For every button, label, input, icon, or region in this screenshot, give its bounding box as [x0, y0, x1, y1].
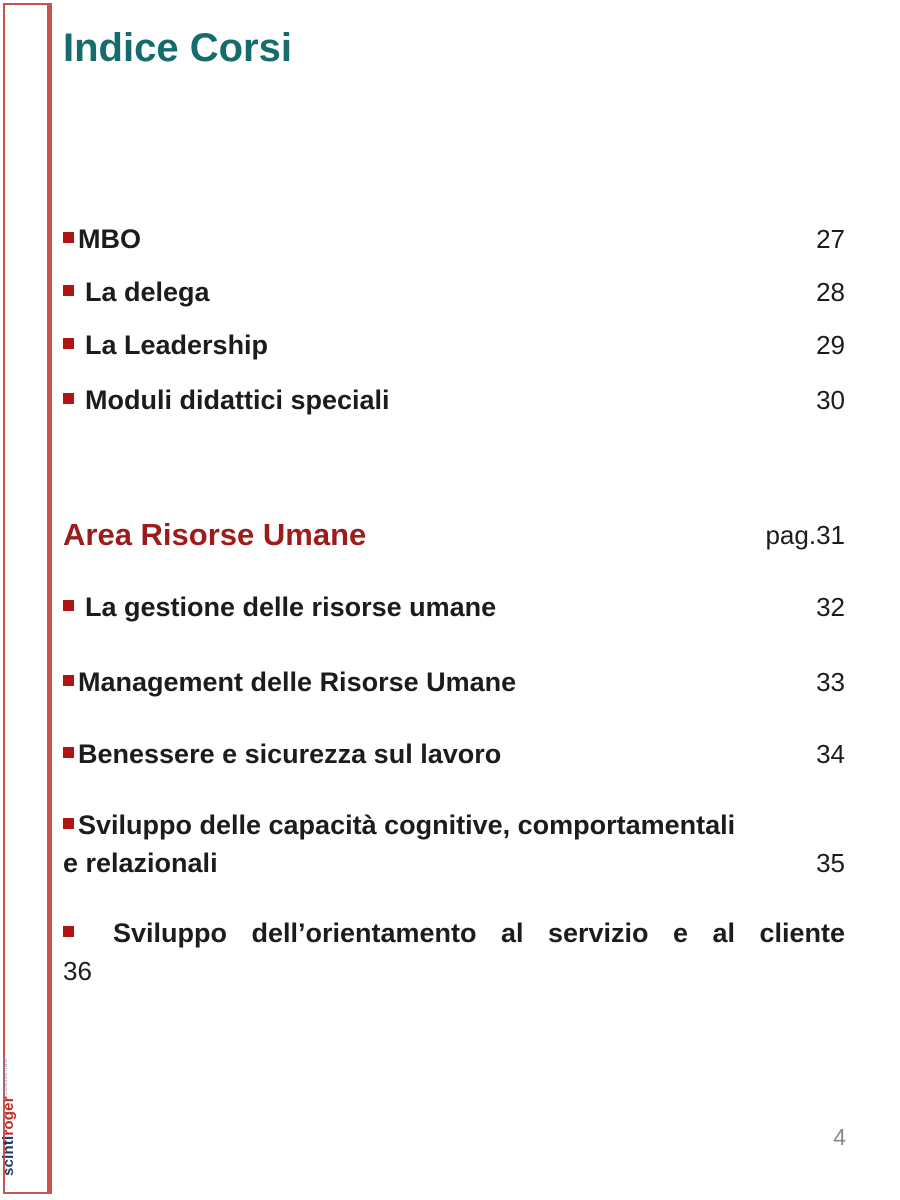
bullet-square-icon [63, 818, 74, 829]
bullet-square-icon [63, 600, 74, 611]
toc-item-label: Moduli didattici speciali [85, 385, 390, 415]
toc-item-benessere-sicurezza [63, 737, 845, 771]
section-heading-page: pag.31 [765, 520, 845, 550]
bullet-square-icon [63, 393, 74, 404]
toc-item-page: 36 [63, 956, 92, 986]
toc-item-page: 27 [816, 224, 845, 254]
toc-item-la-delega [63, 275, 845, 309]
toc-item-la-leadership [63, 328, 845, 362]
toc-item-label: MBO [78, 224, 141, 254]
slide-number: 4 [833, 1124, 846, 1150]
bullet-square-icon [63, 926, 74, 937]
toc-item-label: La delega [85, 277, 210, 307]
toc-item-page: 30 [816, 385, 845, 415]
logo-text-roger: roger [0, 1096, 17, 1136]
toc-item-label-line1: Sviluppo delle capacità cognitive, comportamentali [78, 810, 736, 840]
company-logo [0, 1059, 16, 1176]
toc-item-label: Management delle Risorse Umane [78, 667, 517, 697]
toc-item-page: 32 [816, 592, 845, 622]
toc-item-label: Benessere e sicurezza sul lavoro [78, 739, 502, 769]
toc-item-sviluppo-orientamento [63, 914, 845, 990]
page-title: Indice Corsi [63, 26, 292, 70]
toc-item-page: 35 [816, 848, 845, 878]
toc-item-moduli-didattici [63, 383, 845, 417]
bullet-square-icon [63, 285, 74, 296]
toc-item-label: Sviluppo dell’orientamento al servizio e al cliente [113, 918, 845, 948]
bullet-square-icon [63, 232, 74, 243]
bullet-square-icon [63, 747, 74, 758]
toc-item-gestione-risorse [63, 590, 845, 624]
toc-item-page: 29 [816, 330, 845, 360]
bullet-square-icon [63, 675, 74, 686]
flame-icon [0, 1129, 5, 1140]
bullet-square-icon [63, 338, 74, 349]
toc-item-label-line2: e relazionali [63, 848, 218, 878]
toc-item-page: 34 [816, 739, 845, 769]
logo-text-scinti: scinti [0, 1135, 17, 1176]
toc-item-page: 28 [816, 277, 845, 307]
toc-item-page: 33 [816, 667, 845, 697]
toc-item-management-risorse [63, 665, 845, 699]
section-heading-label: Area Risorse Umane [63, 517, 367, 552]
toc-item-mbo [63, 222, 845, 256]
toc-item-sviluppo-capacita [63, 806, 845, 882]
toc-item-label: La gestione delle risorse umane [85, 592, 497, 622]
toc-section-heading-area-risorse-umane [63, 518, 845, 552]
left-border-rail [0, 3, 52, 1194]
toc-item-label: La Leadership [85, 330, 269, 360]
logo-subtitle: CONSULTING [3, 1058, 9, 1096]
